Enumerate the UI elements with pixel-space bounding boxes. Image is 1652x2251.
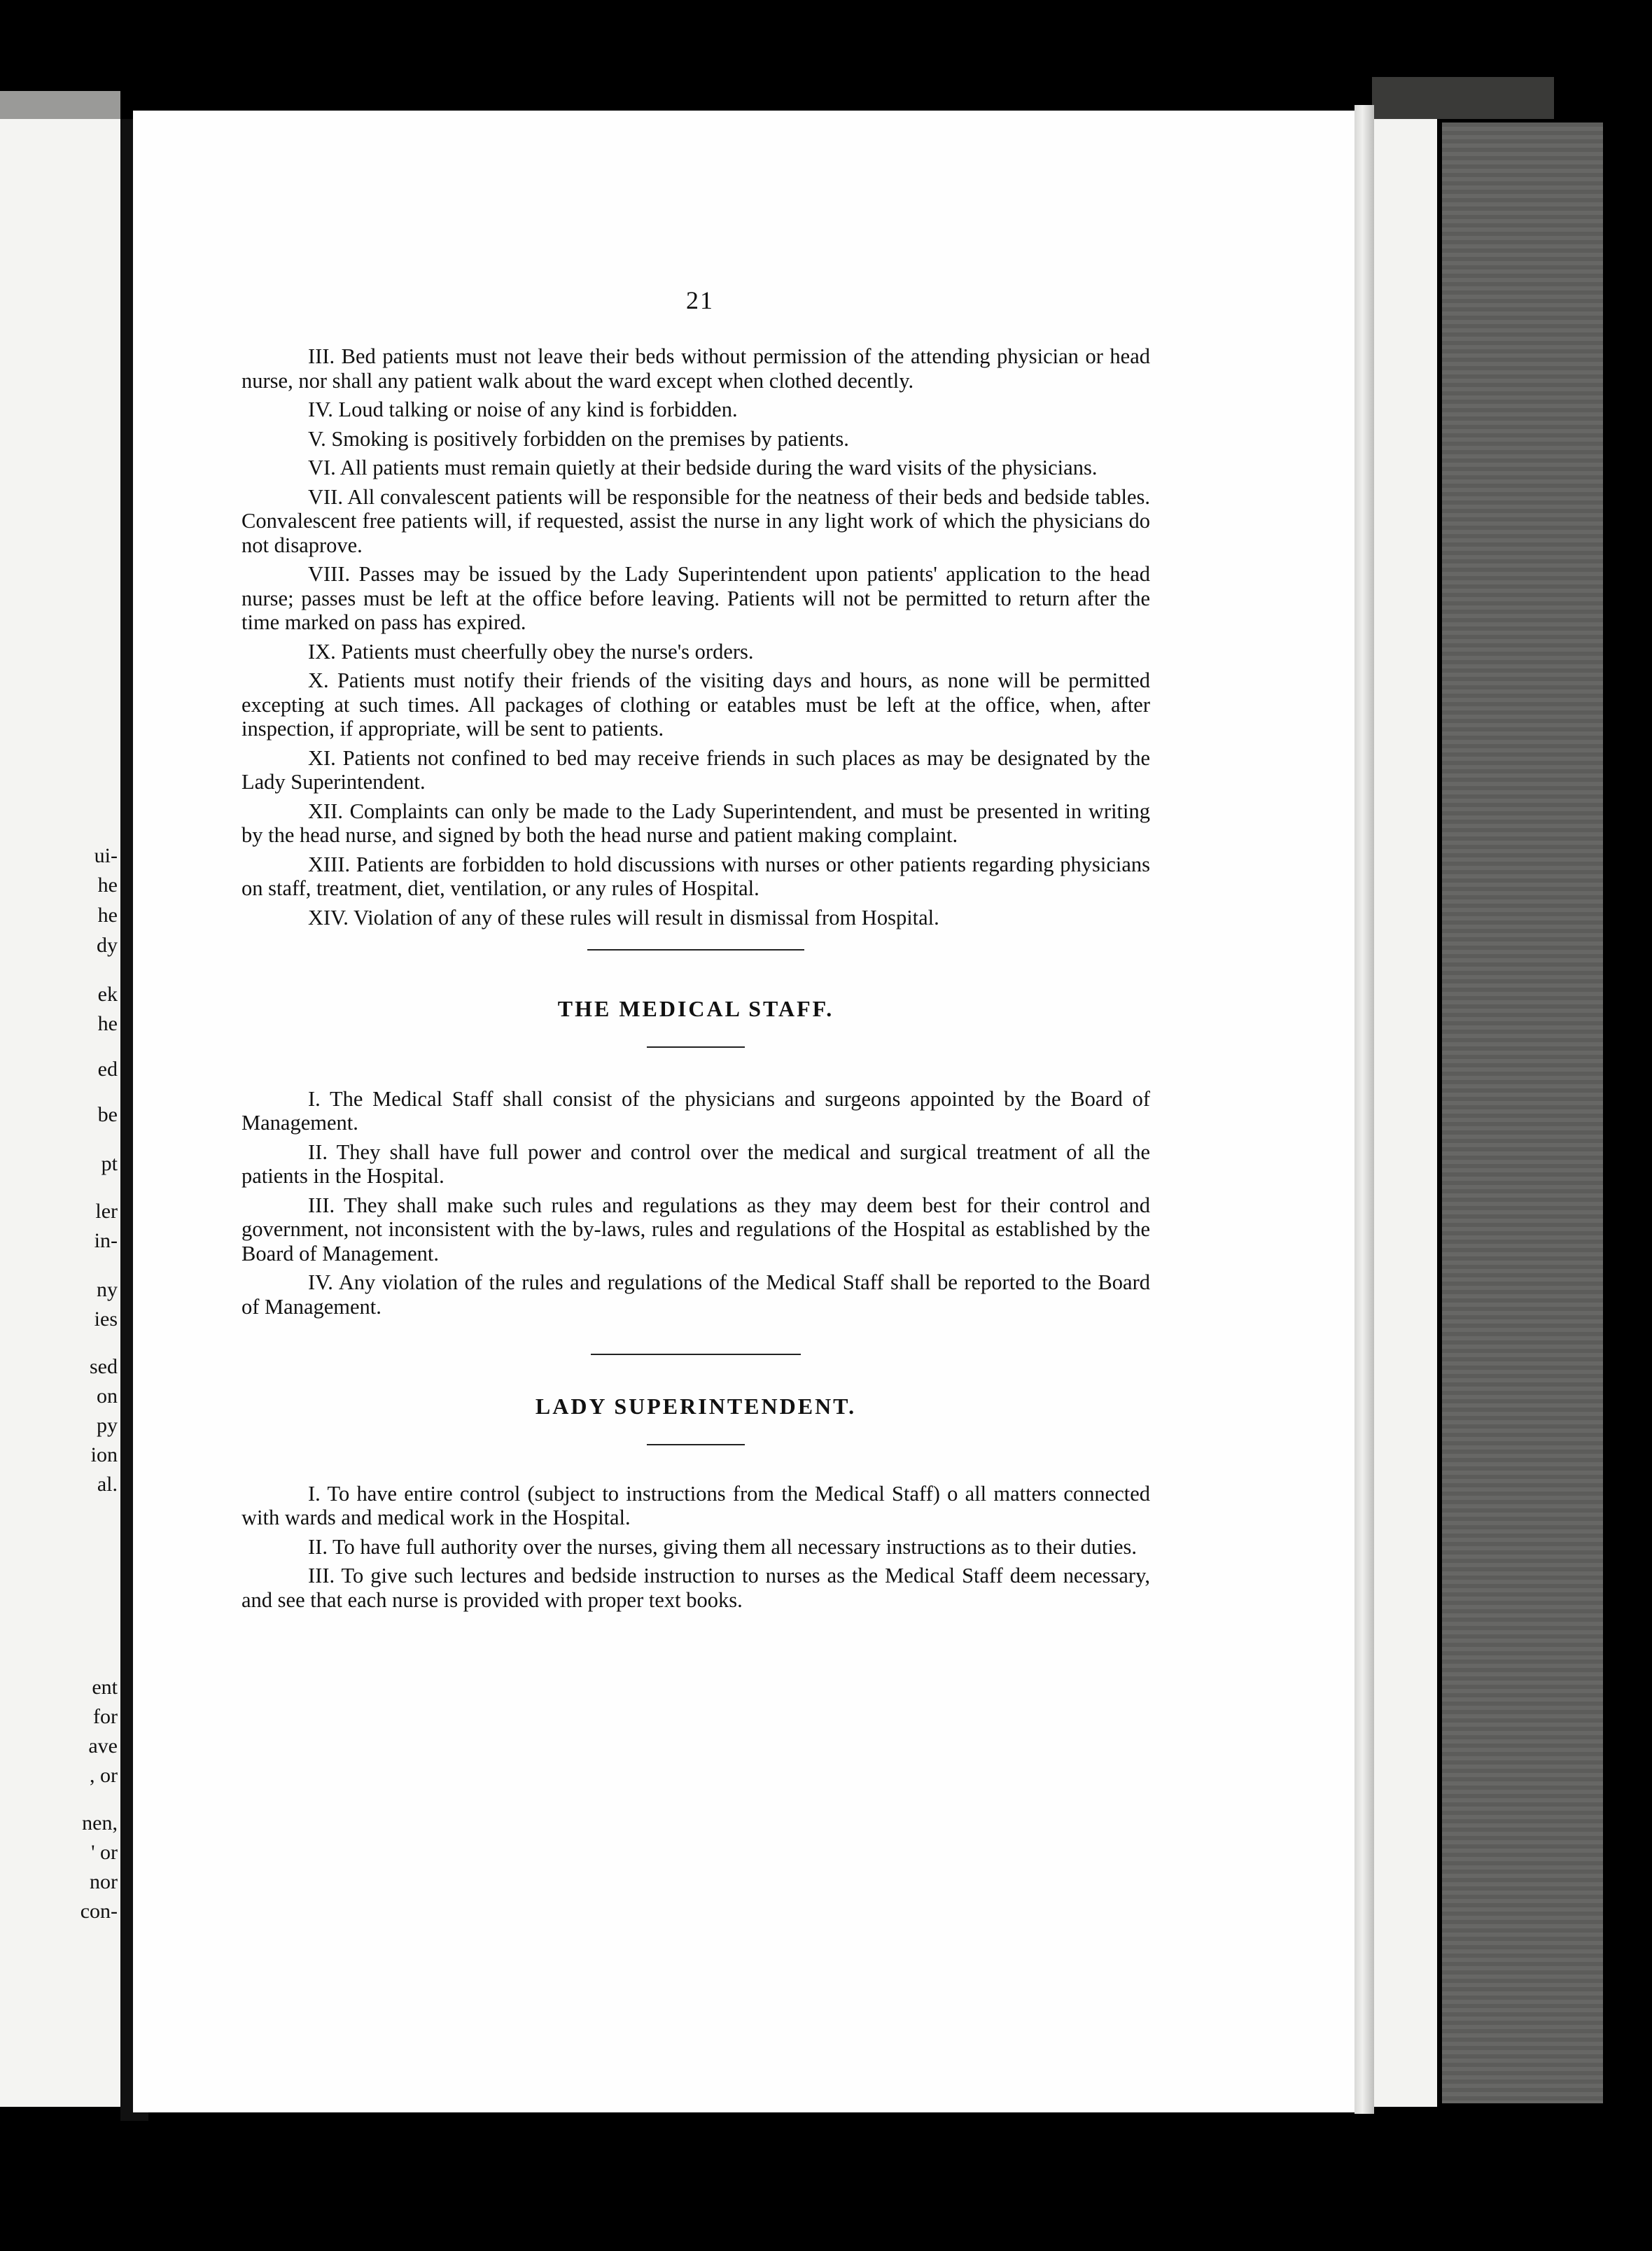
section-divider [587,949,804,951]
heading-underline [647,1444,745,1445]
book-cover [1442,122,1603,2103]
left-fragment: ek [97,983,118,1006]
left-fragment: sed [90,1355,118,1378]
patient-rule: XIV. Violation of any of these rules will result in dismissal from Hospital. [308,905,939,930]
left-page-top-edge [0,91,120,119]
left-fragment: he [97,874,118,897]
lady-superintendent-rule: II. To have full authority over the nurses, giving them all necessary instructions as to their duties. [308,1534,1137,1559]
left-fragment: al. [97,1473,118,1496]
page-body [241,344,1150,1617]
left-fragment: ui- [94,844,118,867]
left-fragment: he [97,904,118,927]
patient-rule: III. Bed patients must not leave their beds without permission of the attending physician or head nurse, nor shall any patient walk about the ward except when clothed decently. [241,344,1150,393]
left-fragment: pt [101,1152,118,1175]
left-fragment: ed [97,1058,118,1081]
patient-rule: IV. Loud talking or noise of any kind is forbidden. [308,398,738,421]
section-divider [591,1354,801,1355]
patient-rule: X. Patients must notify their friends of the visiting days and hours, as none will be permitted excepting at such times. All packages of clothing or eatables must be left at the office, when, after inspection, if appropriate, will be sent to patients. [241,668,1150,741]
patient-rule: VI. All patients must remain quietly at their bedside during the ward visits of the physicians. [308,456,1098,479]
medical-staff-rule: IV. Any violation of the rules and regulations of the Medical Staff shall be reported to the Board of Management. [241,1270,1150,1319]
page-number: 21 [686,286,714,314]
left-fragment: py [97,1414,118,1437]
left-fragment: on [97,1384,118,1408]
section-heading-lady-superintendent: LADY SUPERINTENDENT. [535,1394,857,1419]
patient-rule: XIII. Patients are forbidden to hold discussions with nurses or other patients regarding physicians on staff, treatment, diet, ventilation, or any rules of Hospital. [241,852,1150,900]
book-cover-top [1372,77,1554,119]
patient-rule: VIII. Passes may be issued by the Lady Superintendent upon patients' application to the head nurse; passes must be left at the office before leaving. Patients will not be permitted to return after the time marked on pass has expired. [241,562,1150,634]
left-fragment: nor [90,1870,118,1893]
patient-rule: IX. Patients must cheerfully obey the nurse's orders. [308,639,754,664]
page-edge [1354,105,1374,2114]
lady-superintendent-rule: I. To have entire control (subject to instructions from the Medical Staff) o all matters connected with wards and medical work in the Hospital. [241,1481,1150,1529]
left-fragment: ies [94,1307,118,1331]
left-fragment: ent [92,1676,118,1699]
medical-staff-rule: I. The Medical Staff shall consist of the physicians and surgeons appointed by the Board of Management. [241,1086,1150,1135]
left-fragment: dy [97,934,118,957]
left-fragment: ion [90,1443,118,1466]
left-fragment: for [93,1705,118,1728]
left-fragment: ny [97,1278,118,1301]
right-leaf [1374,119,1437,2107]
left-fragment: ave [88,1734,118,1758]
left-fragment: be [97,1103,118,1126]
left-fragment: in- [94,1229,118,1252]
patient-rule: XII. Complaints can only be made to the Lady Superintendent, and must be presented in writing by the head nurse, and signed by both the head nurse and patient making complaint. [241,799,1150,847]
left-page [0,105,120,2107]
left-fragment: nen, [82,1811,118,1835]
patient-rule: VII. All convalescent patients will be responsible for the neatness of their beds and bedside tables. Convalescent free patients will, if requested, assist the nurse in any light work of which the physicians do not disaprove. [241,484,1150,557]
lady-superintendent-rule: III. To give such lectures and bedside instruction to nurses as the Medical Staff deem necessary, and see that each nurse is provided with proper text books. [241,1564,1150,1612]
medical-staff-rule: III. They shall make such rules and regulations as they may deem best for their control and government, not inconsistent with the by-laws, rules and regulations of the Hospital as established by the Board of Management. [241,1193,1150,1265]
left-fragment: con- [80,1900,118,1923]
left-fragment: ler [95,1200,118,1223]
medical-staff-rule: II. They shall have full power and control over the medical and surgical treatment of all the patients in the Hospital. [241,1139,1150,1188]
patient-rule: V. Smoking is positively forbidden on the premises by patients. [308,426,849,451]
section-heading-medical-staff: THE MEDICAL STAFF. [557,996,834,1021]
heading-underline [647,1046,745,1048]
patient-rule: XI. Patients not confined to bed may receive friends in such places as may be designated by the Lady Superintendent. [241,745,1150,794]
left-fragment: ' or [91,1841,118,1864]
left-fragment: he [97,1012,118,1035]
left-fragment: , or [90,1764,118,1787]
